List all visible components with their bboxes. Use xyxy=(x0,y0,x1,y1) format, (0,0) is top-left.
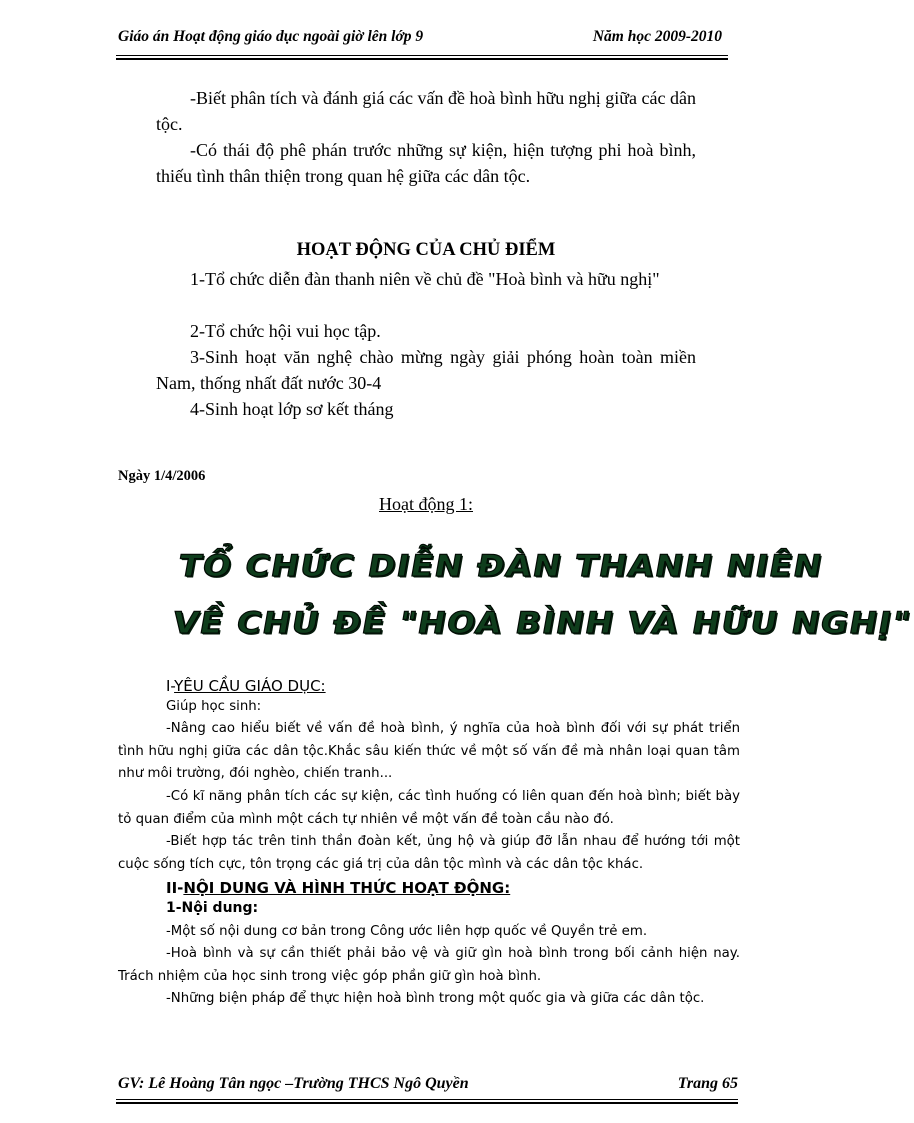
section-number: I- xyxy=(166,677,175,695)
section-heading-1 xyxy=(166,677,326,695)
content-item: -Một số nội dung cơ bản trong Công ước liên hợp quốc về Quyền trẻ em. xyxy=(166,924,648,939)
banner-title-line2: VỀ CHỦ ĐỀ "HOÀ BÌNH VÀ HỮU NGHỊ" xyxy=(169,605,914,641)
requirement-item: -Có kĩ năng phân tích các sự kiện, các tình huống có liên quan đến hoà bình; biết bày tỏ quan điểm của mình một cách tự nhiên về một vấn đề toàn cầu nào đó. xyxy=(118,789,740,827)
header-divider-thick xyxy=(116,58,728,60)
section-title: NỘI DUNG VÀ HÌNH THỨC HOẠT ĐỘNG: xyxy=(183,879,511,897)
activity-item: 3-Sinh hoạt văn nghệ chào mừng ngày giải phóng hoàn toàn miền Nam, thống nhất đất nước 30-4 xyxy=(156,347,696,393)
footer-teacher: GV: Lê Hoàng Tân ngọc –Trường THCS Ngô Quyền xyxy=(118,1075,469,1092)
activity-label: Hoạt động 1: xyxy=(379,494,473,514)
section-number: II- xyxy=(166,879,184,897)
content-item: -Hoà bình và sự cần thiết phải bảo vệ và giữ gìn hoà bình trong bối cảnh hiện nay. Trách nhiệm của học sinh trong việc góp phần giữ gìn hoà bình. xyxy=(118,946,740,984)
footer-divider xyxy=(116,1099,738,1100)
activity-item: 2-Tổ chức hội vui học tập. xyxy=(190,321,381,341)
section-title: YÊU CẦU GIÁO DỤC: xyxy=(174,677,326,695)
objective-item: -Biết phân tích và đánh giá các vấn đề hoà bình hữu nghị giữa các dân tộc. xyxy=(156,88,696,134)
page-header xyxy=(118,28,722,52)
section-intro: Giúp học sinh: xyxy=(166,699,262,714)
page-number: Trang 65 xyxy=(677,1075,738,1092)
requirement-item: -Nâng cao hiểu biết về vấn đề hoà bình, ý nghĩa của hoà bình đối với sự phát triển tình hữu nghị giữa các dân tộc.Khắc sâu kiến thức về một số vấn đề mà nhân loại quan tâm như môi trường, đói nghèo, chiến tranh... xyxy=(118,721,740,781)
content-subheading: 1-Nội dung: xyxy=(166,900,259,916)
header-lesson-title: Giáo án Hoạt động giáo dục ngoài giờ lên lớp 9 xyxy=(118,28,424,45)
activities-heading: HOẠT ĐỘNG CỦA CHỦ ĐIỂM xyxy=(296,240,556,260)
lesson-date: Ngày 1/4/2006 xyxy=(118,468,206,484)
objective-item: -Có thái độ phê phán trước những sự kiện, hiện tượng phi hoà bình, thiếu tình thân thiện trong quan hệ giữa các dân tộc. xyxy=(156,140,696,186)
header-divider xyxy=(116,55,728,56)
activity-item: 1-Tổ chức diễn đàn thanh niên về chủ đề "Hoà bình và hữu nghị" xyxy=(190,269,660,289)
header-school-year: Năm học 2009-2010 xyxy=(592,28,722,45)
footer-divider-thick xyxy=(116,1102,738,1104)
content-item: -Những biện pháp để thực hiện hoà bình trong một quốc gia và giữa các dân tộc. xyxy=(166,991,705,1006)
section-heading-2 xyxy=(166,879,510,897)
requirement-item: -Biết hợp tác trên tinh thần đoàn kết, ủng hộ và giúp đỡ lẫn nhau để hướng tới một cuộc sống tích cực, tôn trọng các giá trị của dân tộc mình và các dân tộc khác. xyxy=(118,834,740,872)
activity-item: 4-Sinh hoạt lớp sơ kết tháng xyxy=(190,399,394,419)
banner-title-line1: TỔ CHỨC DIỄN ĐÀN THANH NIÊN xyxy=(175,548,826,584)
